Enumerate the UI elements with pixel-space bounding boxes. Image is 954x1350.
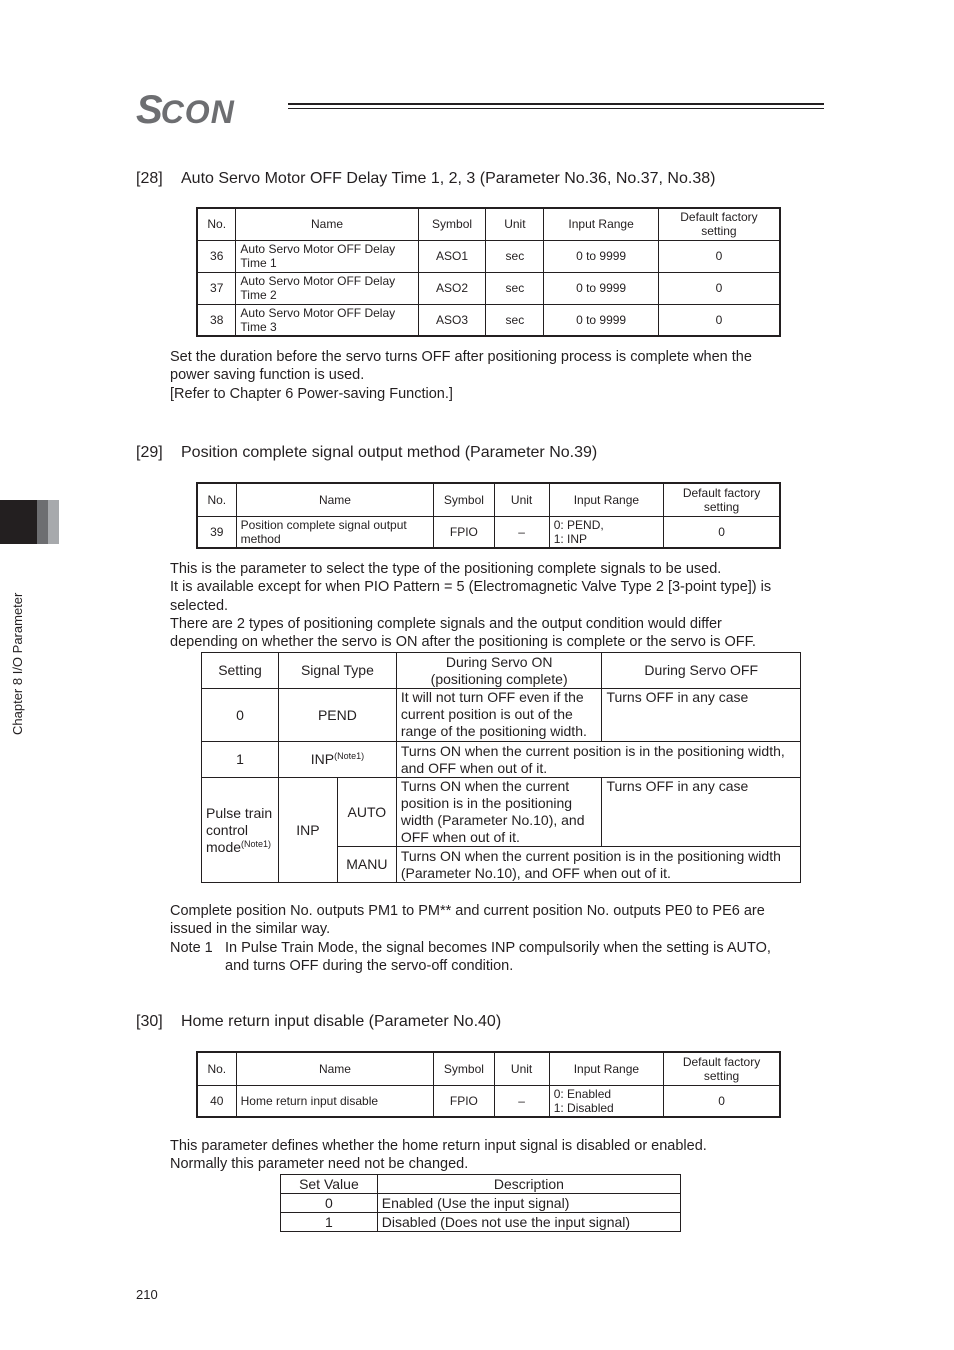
header-default-line1: Default factory: [682, 1054, 761, 1069]
note-label: Note 1: [170, 939, 213, 956]
header-input-range: Input Range: [549, 1052, 663, 1085]
note-line: and turns OFF during the servo-off condition.: [225, 957, 514, 974]
set-table-header-row: [281, 1175, 681, 1194]
header-name: Name: [236, 483, 434, 516]
header-default: [658, 208, 780, 240]
section-30-title: Home return input disable (Parameter No.40): [181, 1013, 502, 1030]
header-description: Description: [377, 1175, 680, 1194]
header-no: No.: [197, 1052, 236, 1085]
section-28-heading: [136, 170, 715, 188]
header-no: No.: [197, 208, 236, 240]
cell-signal-type: [278, 742, 396, 778]
paragraph-line: This is the parameter to select the type of the positioning complete signals to be used.: [170, 561, 722, 577]
section-29-description: [170, 560, 771, 651]
header-default: [664, 1052, 780, 1085]
table-row: [197, 240, 780, 272]
logo-con: CON: [160, 94, 235, 130]
cell-default: 0: [664, 516, 780, 548]
section-28-description: [170, 348, 752, 403]
cell-no: 39: [197, 516, 236, 548]
header-name: Name: [236, 208, 418, 240]
section-29-number: [29]: [136, 444, 163, 461]
parameter-table-29: [196, 482, 781, 549]
cell-setting: 0: [202, 689, 279, 742]
cell-unit: sec: [486, 240, 544, 272]
header-default: [664, 483, 780, 516]
cell-name-line1: Auto Servo Motor OFF Delay: [240, 305, 396, 320]
chapter-tab-mid: [37, 500, 48, 544]
header-setting: Setting: [202, 653, 279, 689]
cell-symbol: ASO3: [418, 304, 486, 336]
parameter-table-30: [196, 1051, 781, 1118]
cell-range: 0 to 9999: [544, 240, 659, 272]
header-default-line2: setting: [703, 499, 740, 514]
header-rule: [288, 103, 824, 105]
cell-servo-on-off: Turns ON when the current position is in the positioning width, and OFF when out of it.: [396, 742, 800, 778]
section-30-description: [170, 1137, 707, 1174]
cell-mode-manu: MANU: [337, 847, 396, 883]
paragraph-line: power saving function is used.: [170, 367, 365, 384]
table-row: [281, 1194, 681, 1213]
cell-symbol: ASO1: [418, 240, 486, 272]
cell-name-line2: Time 2: [240, 288, 277, 302]
paragraph-line: Complete position No. outputs PM1 to PM** and current position No. outputs PE0 to PE6 are: [170, 903, 765, 919]
cell-name: [236, 240, 418, 272]
header-unit: Unit: [494, 483, 549, 516]
paragraph-line: depending on whether the servo is ON after the positioning is complete or the servo is OFF.: [170, 634, 756, 651]
header-set-value: Set Value: [281, 1175, 378, 1194]
note-1: [170, 939, 771, 957]
cell-signal-type: INP: [278, 778, 337, 883]
paragraph-line: issued in the similar way.: [170, 921, 331, 938]
cell-mode-auto: AUTO: [337, 778, 396, 847]
table-row: [197, 272, 780, 304]
cell-servo-off: Turns OFF in any case: [602, 689, 801, 742]
cell-unit: –: [494, 1085, 549, 1117]
section-28-number: [28]: [136, 170, 163, 187]
cell-servo-on: It will not turn OFF even if the current position is out of the range of the positioning width.: [396, 689, 602, 742]
scon-logo: [136, 88, 235, 133]
parameter-table-28: [196, 207, 781, 337]
section-28-title: Auto Servo Motor OFF Delay Time 1, 2, 3 (Parameter No.36, No.37, No.38): [181, 170, 716, 187]
signal-table-header-row: [202, 653, 801, 689]
paragraph-line: selected.: [170, 597, 229, 614]
page-number: 210: [136, 1287, 158, 1302]
set-value-table: [280, 1174, 681, 1232]
cell-no: 40: [197, 1085, 236, 1117]
header-rule-thin: [288, 108, 824, 109]
header-no: No.: [197, 483, 236, 516]
pulse-train-label: Pulse train control mode: [206, 804, 273, 855]
header-unit: Unit: [486, 208, 544, 240]
header-default-line1: Default factory: [680, 210, 758, 225]
chapter-tab-light: [48, 500, 59, 544]
header-input-range: Input Range: [544, 208, 659, 240]
table-row: [197, 304, 780, 336]
cell-name-line1: Auto Servo Motor OFF Delay: [240, 242, 396, 256]
cell-name: [236, 272, 418, 304]
table-header-row: [197, 1052, 780, 1085]
cell-set-value: 1: [281, 1213, 378, 1232]
logo-s: S: [136, 88, 161, 132]
section-29-notes: [170, 902, 771, 975]
cell-setting-pulse-train: [202, 778, 279, 883]
cell-unit: sec: [486, 272, 544, 304]
header-symbol: Symbol: [434, 483, 494, 516]
header-servo-off: During Servo OFF: [602, 653, 801, 689]
header-servo-on: [396, 653, 602, 689]
cell-set-value: 0: [281, 1194, 378, 1213]
cell-range-line1: 0: Enabled: [553, 1086, 612, 1101]
cell-range-line1: 0: PEND,: [553, 517, 604, 532]
section-29-heading: [136, 444, 597, 462]
header-servo-on-line2: (positioning complete): [430, 670, 568, 687]
cell-description: Disabled (Does not use the input signal): [377, 1213, 680, 1232]
cell-range-line2: 1: Disabled: [553, 1100, 614, 1115]
cell-default: 0: [658, 304, 780, 336]
cell-no: 36: [197, 240, 236, 272]
note-ref: (Note1): [241, 838, 272, 849]
section-29-title: Position complete signal output method (Parameter No.39): [181, 444, 598, 461]
cell-range: [549, 516, 663, 548]
cell-unit: –: [494, 516, 549, 548]
cell-symbol: FPIO: [434, 1085, 494, 1117]
cell-no: 37: [197, 272, 236, 304]
signal-type-table: [201, 652, 801, 883]
paragraph-line: Normally this parameter need not be changed.: [170, 1156, 469, 1173]
cell-servo-off: Turns OFF in any case: [602, 778, 801, 847]
section-30-heading: [136, 1013, 501, 1031]
signal-row-pend: [202, 689, 801, 742]
header-input-range: Input Range: [549, 483, 663, 516]
header-default-line1: Default factory: [682, 485, 761, 500]
cell-name-line2: Time 1: [240, 256, 277, 270]
cell-name-line1: Auto Servo Motor OFF Delay: [240, 274, 396, 288]
cell-name-line2: Time 3: [240, 319, 277, 334]
table-header-row: [197, 483, 780, 516]
cell-description: Enabled (Use the input signal): [377, 1194, 680, 1213]
table-row: [197, 1085, 780, 1117]
cell-symbol: ASO2: [418, 272, 486, 304]
header-symbol: Symbol: [418, 208, 486, 240]
cell-setting: 1: [202, 742, 279, 778]
paragraph-line: Set the duration before the servo turns OFF after positioning process is complete when the: [170, 349, 752, 365]
cell-default: 0: [658, 272, 780, 304]
cell-servo-on-off: Turns ON when the current position is in the positioning width (Parameter No.10), and OFF when out of it.: [396, 847, 800, 883]
cell-name: [236, 304, 418, 336]
paragraph-line: There are 2 types of positioning complete signals and the output condition would differ: [170, 615, 722, 632]
table-row: [197, 516, 780, 548]
paragraph-line: [Refer to Chapter 6 Power-saving Function.]: [170, 385, 453, 402]
cell-unit: sec: [486, 304, 544, 336]
cell-signal-type: PEND: [278, 689, 396, 742]
cell-default: 0: [658, 240, 780, 272]
cell-no: 38: [197, 304, 236, 336]
paragraph-line: It is available except for when PIO Pattern = 5 (Electromagnetic Valve Type 2 [3-point type]) is: [170, 579, 772, 596]
cell-name: Home return input disable: [236, 1085, 434, 1117]
header-default-line2: setting: [703, 1068, 740, 1083]
section-30-number: [30]: [136, 1013, 163, 1030]
cell-range: 0 to 9999: [544, 304, 659, 336]
cell-range: [549, 1085, 663, 1117]
note-ref: (Note1): [334, 751, 365, 761]
cell-range: 0 to 9999: [544, 272, 659, 304]
cell-name-line2: method: [240, 531, 281, 546]
header-symbol: Symbol: [434, 1052, 494, 1085]
signal-row-inp: [202, 742, 801, 778]
cell-symbol: FPIO: [434, 516, 494, 548]
header-default-line2: setting: [701, 224, 737, 239]
header-servo-on-line1: During Servo ON: [445, 653, 553, 670]
paragraph-line: This parameter defines whether the home return input signal is disabled or enabled.: [170, 1138, 707, 1154]
table-row: [281, 1213, 681, 1232]
signal-type-inp: INP: [310, 751, 335, 767]
table-header-row: [197, 208, 780, 240]
header-signal-type: Signal Type: [278, 653, 396, 689]
note-line: In Pulse Train Mode, the signal becomes INP compulsorily when the setting is AUTO,: [225, 939, 771, 956]
header-name: Name: [236, 1052, 434, 1085]
cell-name: [236, 516, 434, 548]
signal-row-auto: [202, 778, 801, 847]
cell-servo-on: Turns ON when the current position is in the positioning width (Parameter No.10), and OFF when out of it.: [396, 778, 602, 847]
header-unit: Unit: [494, 1052, 549, 1085]
cell-name-line1: Position complete signal output: [240, 517, 407, 532]
chapter-label: Chapter 8 I/O Parameter: [10, 592, 25, 735]
cell-default: 0: [664, 1085, 780, 1117]
cell-range-line2: 1: INP: [553, 531, 588, 546]
